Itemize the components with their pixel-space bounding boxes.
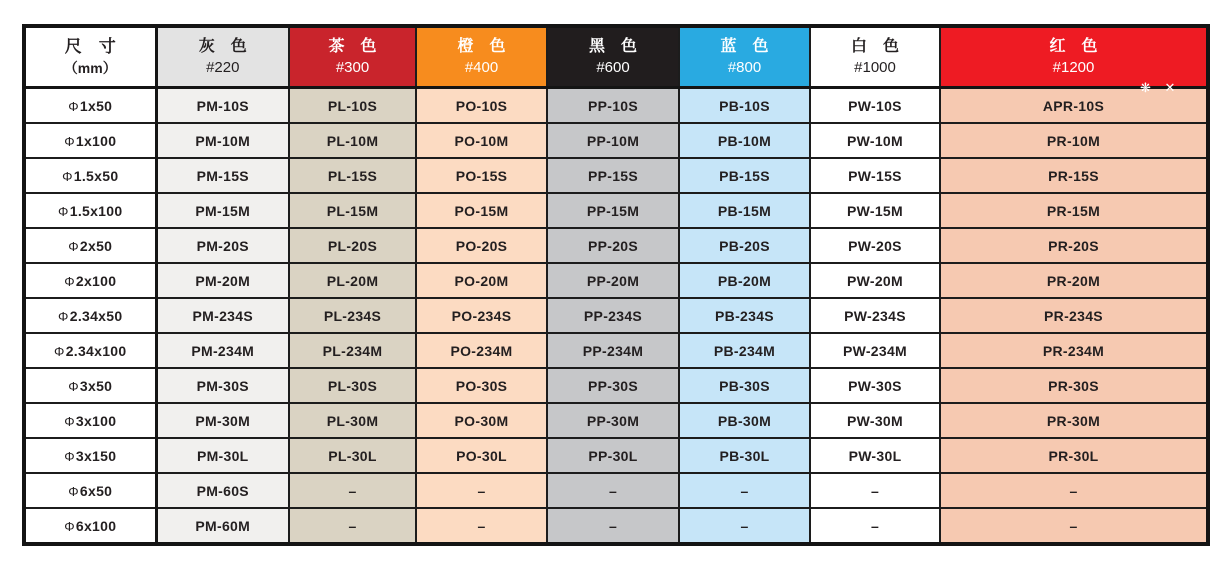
header-row	[24, 26, 1208, 88]
size-value: 1.5x50	[73, 167, 119, 184]
cell-red: APR-10S	[940, 88, 1208, 124]
cell-blue: PB-30M	[679, 403, 810, 438]
cell-black: PP-15M	[547, 193, 679, 228]
size-value: 1x100	[75, 132, 117, 149]
column-grit-number: #1000	[854, 59, 896, 76]
column-color-name: 蓝 色	[720, 38, 769, 55]
cell-white: –	[810, 508, 940, 544]
size-cell	[24, 88, 156, 124]
cell-blue: PB-15M	[679, 193, 810, 228]
column-grit-number: #400	[464, 59, 499, 76]
cell-black: PP-30S	[547, 368, 679, 403]
cell-gray: PM-30S	[156, 368, 289, 403]
cell-black: PP-10M	[547, 123, 679, 158]
cell-blue: PB-20S	[679, 228, 810, 263]
column-header-black	[547, 26, 679, 88]
cell-brown: PL-30M	[289, 403, 416, 438]
cell-gray: PM-60S	[156, 473, 289, 508]
cell-white: PW-30L	[810, 438, 940, 473]
size-column-header	[24, 26, 156, 88]
cell-orange: PO-30S	[416, 368, 547, 403]
cell-black: PP-10S	[547, 88, 679, 124]
cell-blue: PB-234S	[679, 298, 810, 333]
cell-blue: –	[679, 508, 810, 544]
cell-red: PR-30M	[940, 403, 1208, 438]
column-color-name: 灰 色	[198, 38, 247, 55]
cell-gray: PM-60M	[156, 508, 289, 544]
cell-gray: PM-15S	[156, 158, 289, 193]
cell-brown: –	[289, 508, 416, 544]
size-cell	[24, 368, 156, 403]
column-grit-number: #1200	[1052, 59, 1095, 76]
cell-black: PP-30M	[547, 403, 679, 438]
cell-gray: PM-234M	[156, 333, 289, 368]
cell-brown: –	[289, 473, 416, 508]
size-cell	[24, 263, 156, 298]
diameter-symbol: Φ	[62, 168, 73, 184]
cell-blue: PB-10M	[679, 123, 810, 158]
column-header-red	[940, 26, 1208, 88]
size-header-title: 尺 寸	[64, 37, 116, 56]
cell-gray: PM-20M	[156, 263, 289, 298]
size-cell	[24, 228, 156, 263]
column-color-name: 茶 色	[328, 38, 377, 55]
cell-orange: PO-30M	[416, 403, 547, 438]
size-value: 2x50	[79, 237, 113, 254]
cell-orange: –	[416, 473, 547, 508]
diameter-symbol: Φ	[68, 378, 79, 394]
cell-orange: –	[416, 508, 547, 544]
column-color-name: 橙 色	[457, 38, 506, 55]
diameter-symbol: Φ	[64, 413, 75, 429]
size-header-unit: （mm）	[63, 60, 117, 76]
cell-red: PR-234S	[940, 298, 1208, 333]
column-color-name: 黑 色	[588, 38, 637, 55]
cell-white: PW-10S	[810, 88, 940, 124]
cell-black: PP-30L	[547, 438, 679, 473]
cell-black: PP-20M	[547, 263, 679, 298]
size-cell	[24, 403, 156, 438]
cell-orange: PO-10M	[416, 123, 547, 158]
cell-gray: PM-30M	[156, 403, 289, 438]
diameter-symbol: Φ	[68, 238, 79, 254]
cell-brown: PL-234M	[289, 333, 416, 368]
table-row	[24, 508, 1208, 544]
table-row	[24, 88, 1208, 124]
size-cell	[24, 333, 156, 368]
diameter-symbol: Φ	[58, 203, 69, 219]
cell-black: PP-234M	[547, 333, 679, 368]
cell-brown: PL-30L	[289, 438, 416, 473]
size-value: 3x100	[75, 412, 117, 429]
cell-brown: PL-20S	[289, 228, 416, 263]
table-row	[24, 123, 1208, 158]
cell-blue: PB-10S	[679, 88, 810, 124]
cell-orange: PO-15M	[416, 193, 547, 228]
size-cell	[24, 123, 156, 158]
cell-white: PW-30S	[810, 368, 940, 403]
column-grit-number: #600	[596, 59, 630, 76]
diameter-symbol: Φ	[64, 273, 75, 289]
cell-red: PR-15S	[940, 158, 1208, 193]
table-row	[24, 298, 1208, 333]
table-row	[24, 193, 1208, 228]
diameter-symbol: Φ	[64, 518, 75, 534]
column-header-brown	[289, 26, 416, 88]
cell-brown: PL-234S	[289, 298, 416, 333]
cell-gray: PM-10M	[156, 123, 289, 158]
diameter-symbol: Φ	[54, 343, 65, 359]
column-grit-number: #300	[335, 59, 370, 76]
cell-white: PW-234M	[810, 333, 940, 368]
cell-blue: PB-15S	[679, 158, 810, 193]
table-row	[24, 403, 1208, 438]
cell-white: PW-15M	[810, 193, 940, 228]
size-cell	[24, 158, 156, 193]
cell-white: PW-10M	[810, 123, 940, 158]
cell-orange: PO-10S	[416, 88, 547, 124]
cell-white: PW-20M	[810, 263, 940, 298]
size-cell	[24, 193, 156, 228]
cell-gray: PM-234S	[156, 298, 289, 333]
cell-red: –	[940, 473, 1208, 508]
diameter-symbol: Φ	[68, 483, 79, 499]
cell-red: –	[940, 508, 1208, 544]
cell-red: PR-15M	[940, 193, 1208, 228]
table-row	[24, 228, 1208, 263]
size-value: 2x100	[75, 272, 117, 289]
size-value: 2.34x50	[69, 307, 123, 324]
size-cell	[24, 298, 156, 333]
cell-white: PW-234S	[810, 298, 940, 333]
cell-blue: PB-20M	[679, 263, 810, 298]
diameter-symbol: Φ	[64, 133, 75, 149]
cell-white: PW-20S	[810, 228, 940, 263]
cell-black: –	[547, 508, 679, 544]
size-value: 1.5x100	[69, 202, 123, 219]
size-value: 3x150	[75, 447, 117, 464]
column-header-gray	[156, 26, 289, 88]
diameter-symbol: Φ	[64, 448, 75, 464]
column-grit-number: #220	[206, 59, 240, 76]
footnote-marks-icon: ❋ ✕	[1140, 80, 1181, 95]
table-row	[24, 263, 1208, 298]
size-value: 3x50	[79, 377, 113, 394]
cell-white: –	[810, 473, 940, 508]
cell-blue: PB-234M	[679, 333, 810, 368]
diameter-symbol: Φ	[68, 98, 79, 114]
abrasive-spec-table	[22, 24, 1210, 546]
size-value: 2.34x100	[65, 342, 127, 359]
table-row	[24, 368, 1208, 403]
cell-gray: PM-20S	[156, 228, 289, 263]
cell-red: PR-30L	[940, 438, 1208, 473]
cell-gray: PM-10S	[156, 88, 289, 124]
cell-brown: PL-15M	[289, 193, 416, 228]
cell-black: –	[547, 473, 679, 508]
cell-red: PR-10M	[940, 123, 1208, 158]
cell-brown: PL-30S	[289, 368, 416, 403]
cell-orange: PO-20S	[416, 228, 547, 263]
cell-orange: PO-234S	[416, 298, 547, 333]
cell-white: PW-15S	[810, 158, 940, 193]
cell-red: PR-20M	[940, 263, 1208, 298]
table-row	[24, 473, 1208, 508]
column-header-blue	[679, 26, 810, 88]
column-color-name: 白 色	[850, 38, 899, 55]
cell-orange: PO-15S	[416, 158, 547, 193]
cell-blue: PB-30L	[679, 438, 810, 473]
cell-gray: PM-30L	[156, 438, 289, 473]
cell-blue: –	[679, 473, 810, 508]
cell-white: PW-30M	[810, 403, 940, 438]
cell-orange: PO-234M	[416, 333, 547, 368]
diameter-symbol: Φ	[58, 308, 69, 324]
column-header-white	[810, 26, 940, 88]
cell-brown: PL-15S	[289, 158, 416, 193]
cell-brown: PL-20M	[289, 263, 416, 298]
cell-black: PP-234S	[547, 298, 679, 333]
size-value: 1x50	[79, 97, 113, 114]
cell-brown: PL-10M	[289, 123, 416, 158]
cell-red: PR-30S	[940, 368, 1208, 403]
cell-gray: PM-15M	[156, 193, 289, 228]
cell-red: PR-20S	[940, 228, 1208, 263]
cell-red: PR-234M	[940, 333, 1208, 368]
cell-orange: PO-30L	[416, 438, 547, 473]
table-row	[24, 158, 1208, 193]
size-value: 6x100	[75, 517, 117, 534]
size-cell	[24, 473, 156, 508]
size-cell	[24, 508, 156, 544]
table-row	[24, 438, 1208, 473]
cell-orange: PO-20M	[416, 263, 547, 298]
size-cell	[24, 438, 156, 473]
cell-brown: PL-10S	[289, 88, 416, 124]
cell-black: PP-15S	[547, 158, 679, 193]
column-header-orange	[416, 26, 547, 88]
cell-blue: PB-30S	[679, 368, 810, 403]
column-grit-number: #800	[727, 59, 762, 76]
table-row	[24, 333, 1208, 368]
column-color-name: 红 色	[1049, 38, 1098, 55]
cell-black: PP-20S	[547, 228, 679, 263]
size-value: 6x50	[79, 482, 113, 499]
